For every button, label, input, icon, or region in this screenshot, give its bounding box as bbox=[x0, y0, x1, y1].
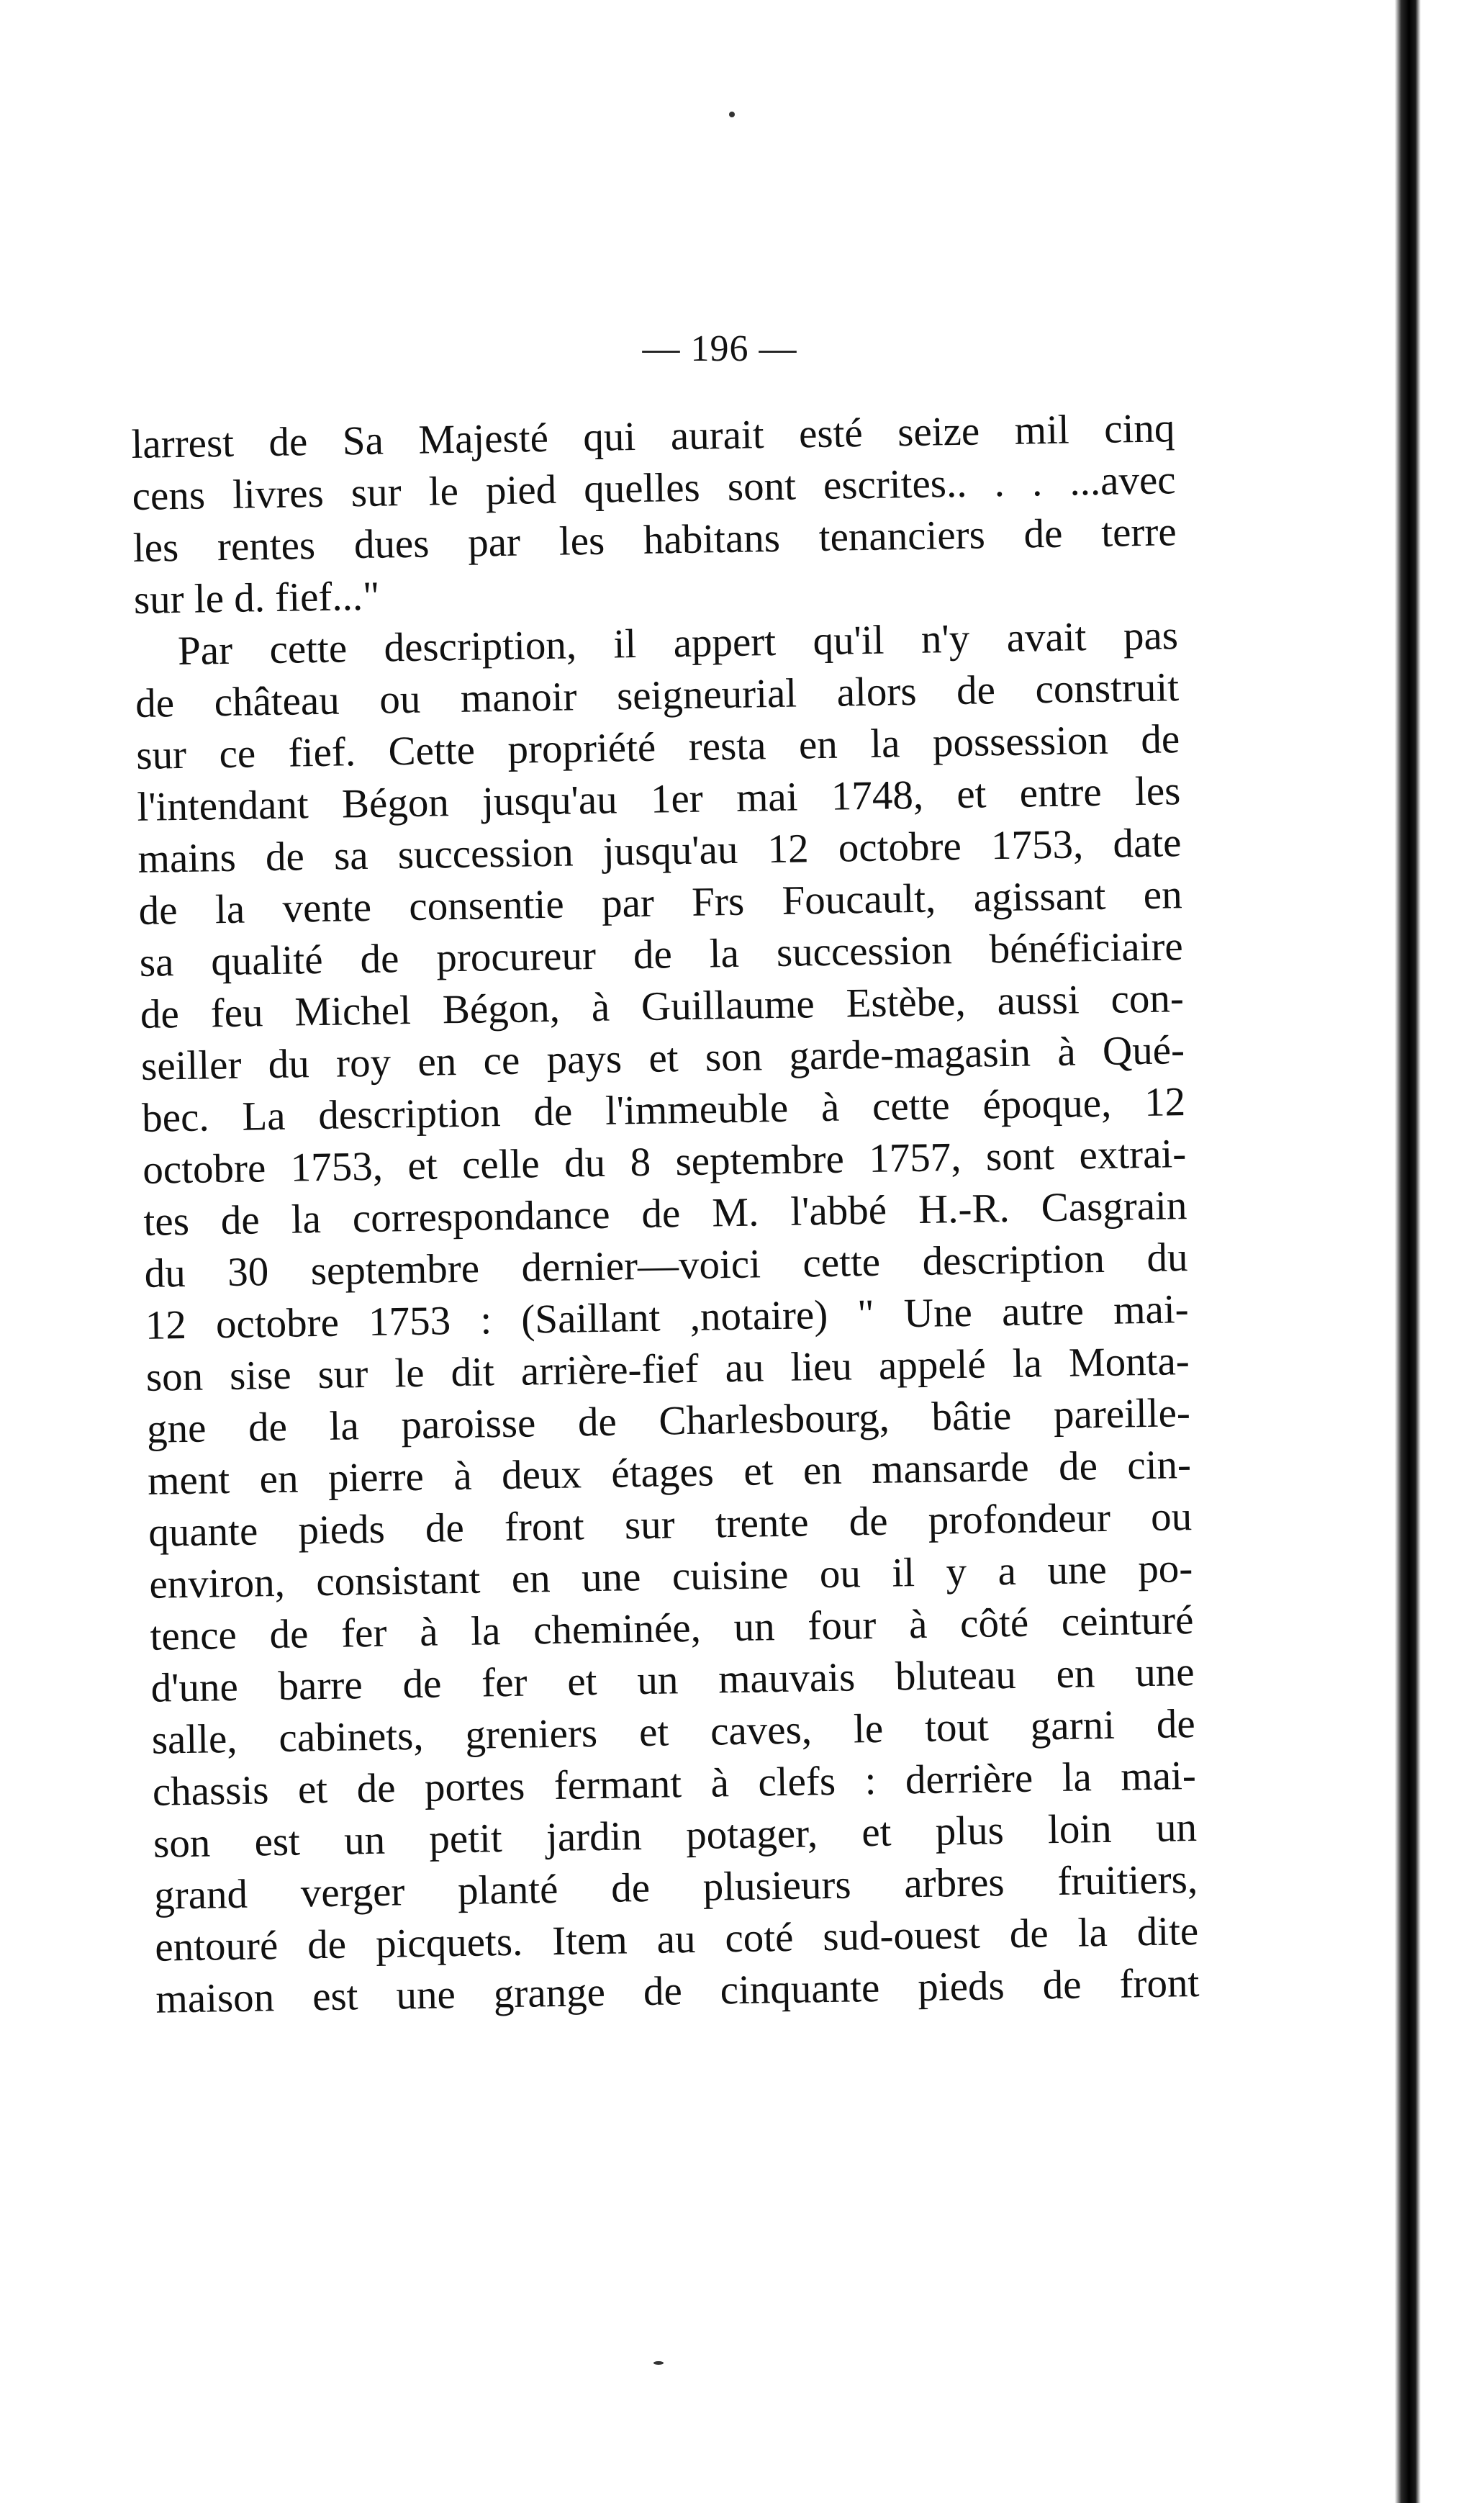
text-line: son est un petit jardin potager, et plus loin un bbox=[153, 1804, 1198, 1867]
text-line: gne de la paroisse de Charlesbourg, bâtie pareille- bbox=[146, 1390, 1191, 1452]
page-number: — 196 — bbox=[642, 328, 797, 369]
text-line: environ, consistant en une cuisine ou il y a une po- bbox=[148, 1546, 1193, 1607]
paper-speck bbox=[729, 112, 735, 117]
text-line: ment en pierre à deux étages et en mansarde de cin- bbox=[147, 1442, 1192, 1504]
text-line: de feu Michel Bégon, à Guillaume Estèbe, aussi con- bbox=[140, 975, 1185, 1037]
text-line: 12 octobre 1753 : (Saillant ,notaire) " Une autre mai- bbox=[145, 1286, 1190, 1348]
book-binding-edge bbox=[1395, 0, 1421, 2503]
text-line: salle, cabinets, greniers et caves, le tout garni de bbox=[151, 1701, 1196, 1763]
text-line: chassis et de portes fermant à clefs : derrière la mai- bbox=[152, 1752, 1197, 1815]
text-line: cens livres sur le pied quelles sont escrites.. . . ...avec bbox=[132, 457, 1177, 519]
text-line: de la vente consentie par Frs Foucault, agissant en bbox=[138, 872, 1183, 934]
text-line: mains de sa succession jusqu'au 12 octobre 1753, date bbox=[137, 820, 1182, 882]
body-text bbox=[131, 402, 1200, 2026]
text-line: d'une barre de fer et un mauvais bluteau en une bbox=[150, 1649, 1195, 1711]
text-line: seiller du roy en ce pays et son garde-magasin à Qué- bbox=[140, 1027, 1185, 1089]
text-line: Par cette description, il appert qu'il n'y avait pas bbox=[177, 613, 1179, 675]
text-line: les rentes dues par les habitans tenanciers de terre bbox=[132, 509, 1177, 571]
text-line: entouré de picquets. Item au coté sud-ouest de la dite bbox=[154, 1908, 1199, 1970]
text-line: l'intendant Bégon jusqu'au 1er mai 1748, et entre les bbox=[136, 768, 1181, 830]
text-line: quante pieds de front sur trente de profondeur ou bbox=[148, 1494, 1193, 1556]
text-line: sa qualité de procureur de la succession bénéficiaire bbox=[139, 924, 1184, 986]
text-line: de château ou manoir seigneurial alors de construit bbox=[135, 664, 1180, 726]
text-line: bec. La description de l'immeuble à cette époque, 12 bbox=[141, 1079, 1186, 1141]
text-line: tence de fer à la cheminée, un four à côté ceinturé bbox=[150, 1597, 1194, 1659]
text-line: larrest de Sa Majesté qui aurait esté seize mil cinq bbox=[131, 405, 1175, 467]
text-line: maison est une grange de cinquante pieds de front bbox=[155, 1959, 1200, 2022]
text-line: sur le d. fief..." bbox=[133, 573, 380, 623]
text-line: du 30 septembre dernier—voici cette description du bbox=[144, 1235, 1188, 1296]
text-line: son sise sur le dit arrière-fief au lieu appelé la Monta- bbox=[145, 1338, 1190, 1400]
text-line: octobre 1753, et celle du 8 septembre 1757, sont extrai- bbox=[142, 1131, 1187, 1193]
paper-speck bbox=[653, 2361, 664, 2365]
text-line: tes de la correspondance de M. l'abbé H.-R. Casgrain bbox=[143, 1183, 1187, 1245]
text-line: grand verger planté de plusieurs arbres fruitiers, bbox=[153, 1856, 1198, 1918]
text-line: sur ce fief. Cette propriété resta en la possession de bbox=[135, 716, 1180, 778]
